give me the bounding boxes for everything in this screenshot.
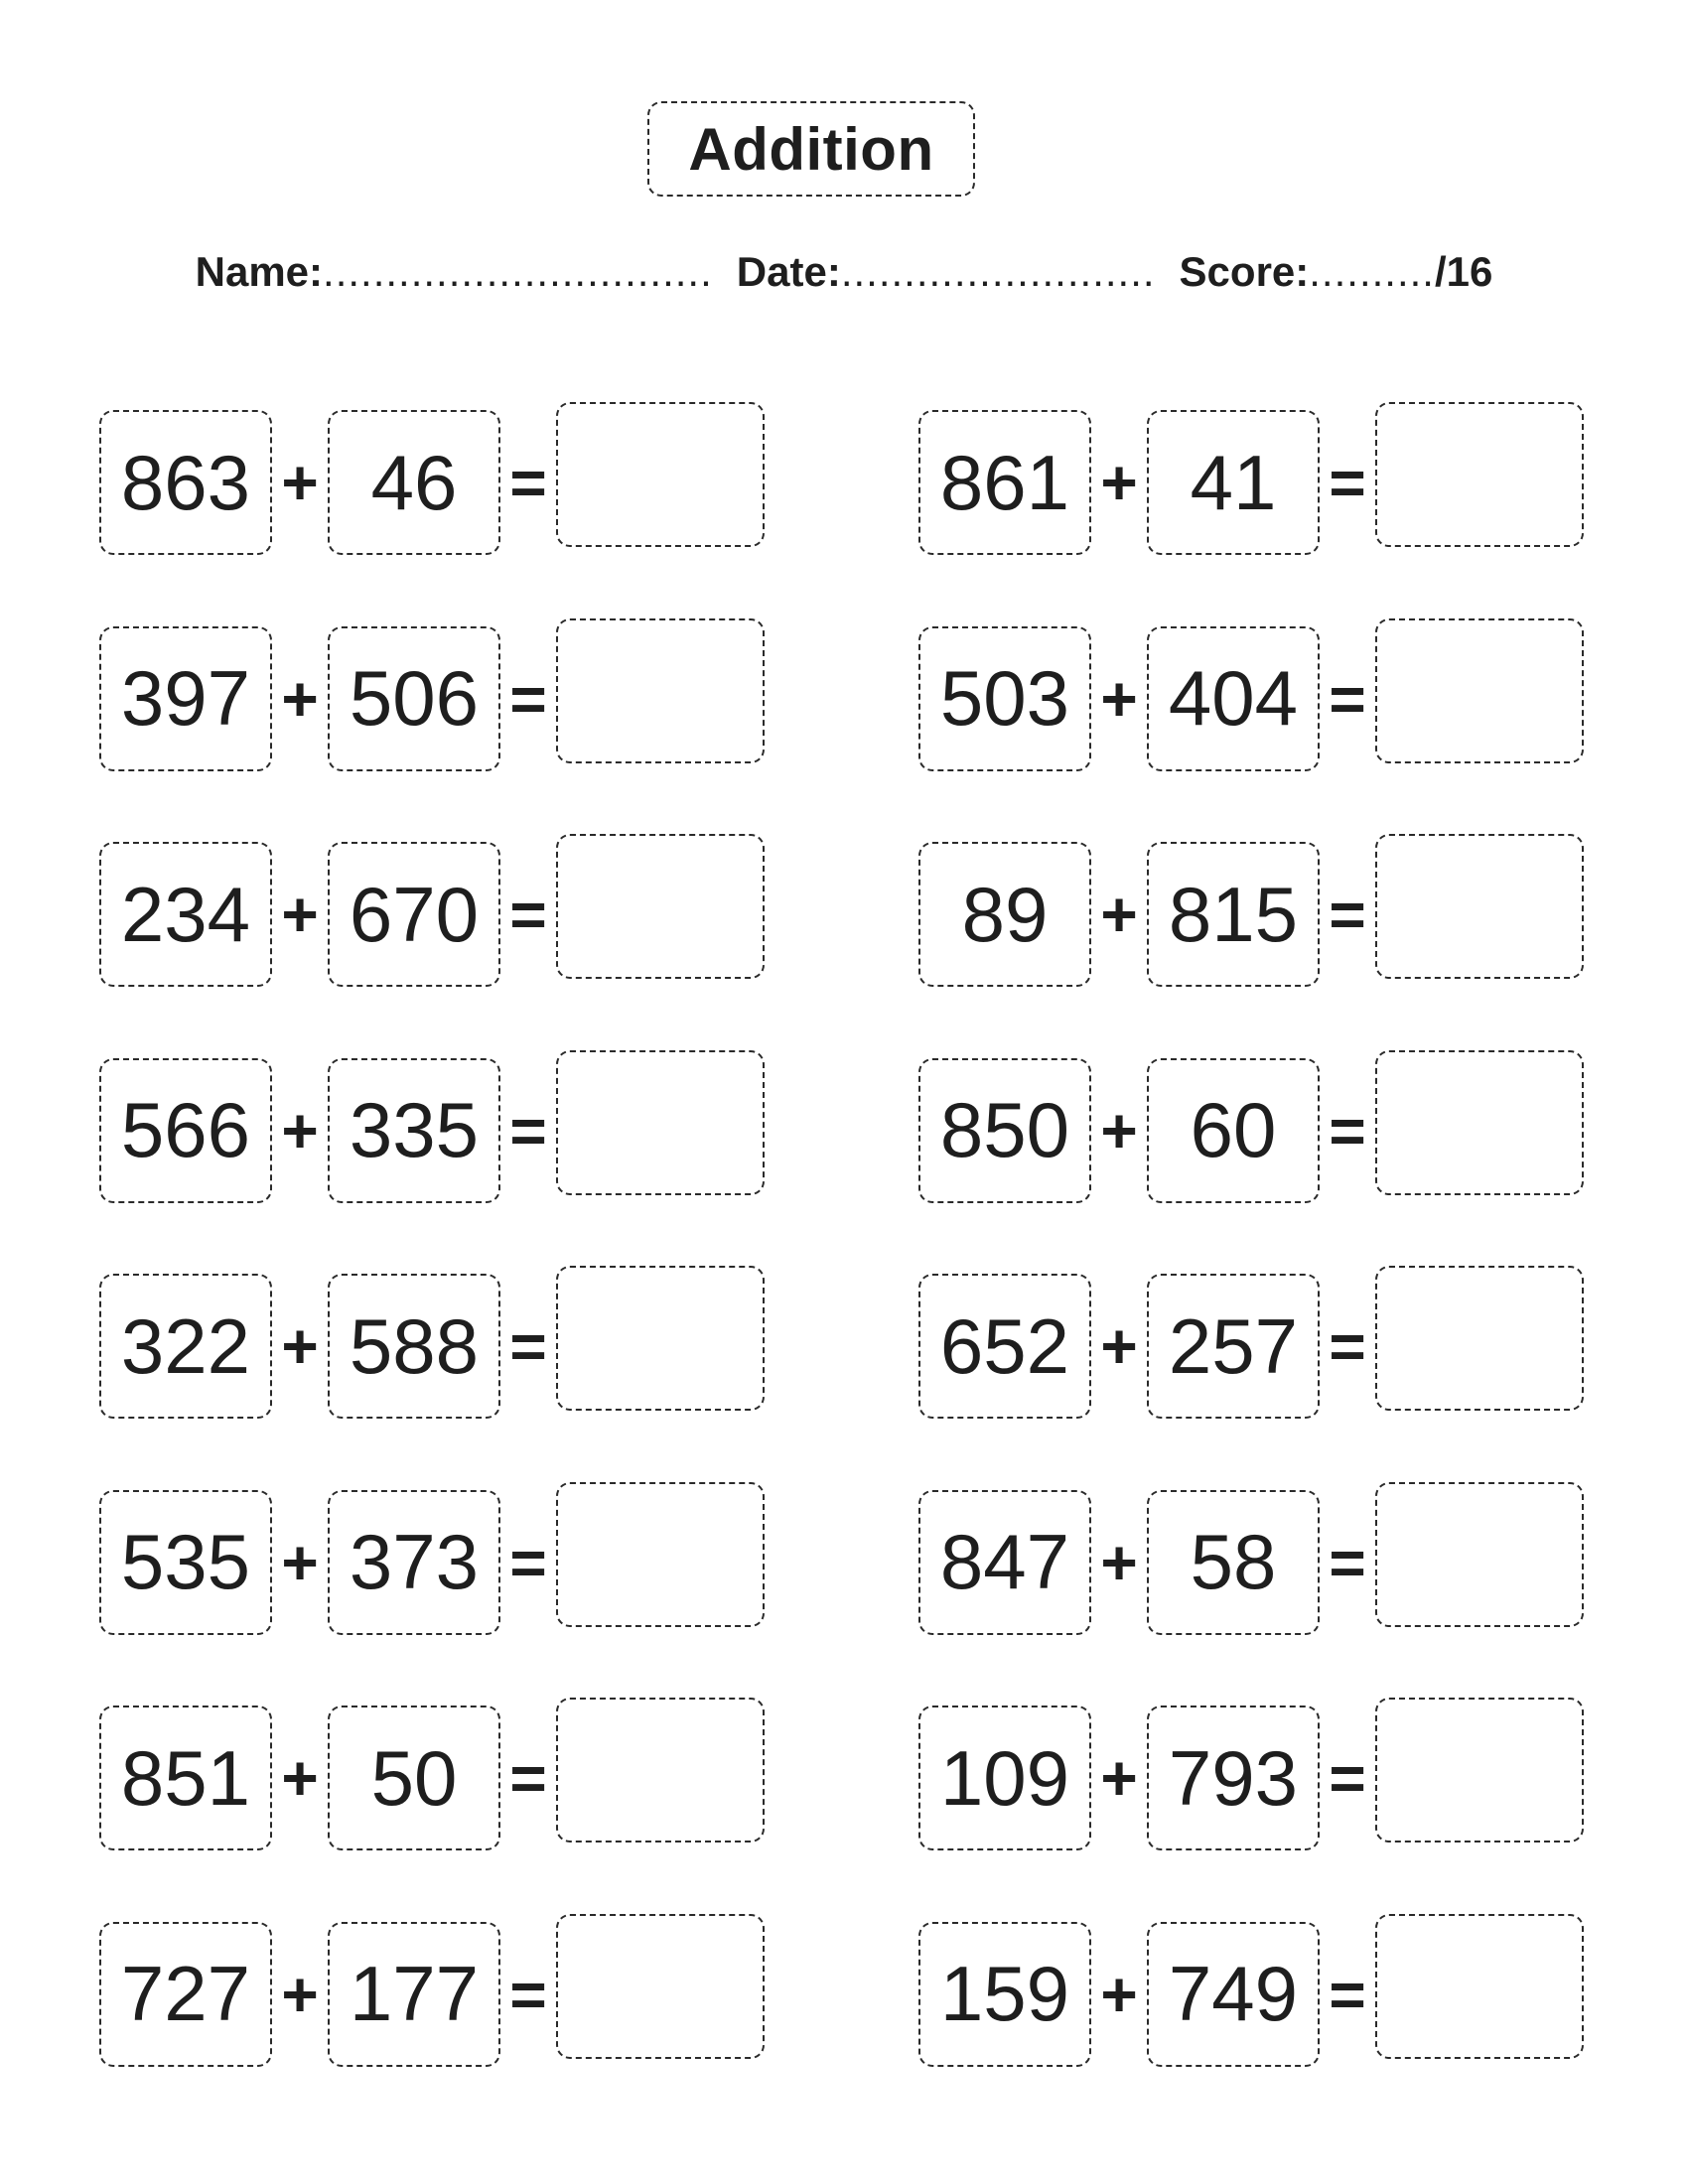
equals-sign: = xyxy=(509,1958,547,2030)
addend-box-first: 503 xyxy=(918,626,1091,771)
answer-box[interactable] xyxy=(1375,1482,1584,1627)
addend-box-second: 41 xyxy=(1147,410,1320,555)
worksheet-title: Addition xyxy=(647,101,975,197)
answer-box[interactable] xyxy=(556,1266,765,1411)
problem-item xyxy=(918,1482,1594,1631)
addend-box-first: 863 xyxy=(99,410,272,555)
answer-box[interactable] xyxy=(556,1482,765,1627)
addend-box-second: 50 xyxy=(328,1706,500,1850)
equals-sign: = xyxy=(1329,1094,1366,1166)
problem-item xyxy=(99,402,774,551)
addend-box-first: 234 xyxy=(99,842,272,987)
problem-item xyxy=(99,834,774,983)
addend-box-first: 159 xyxy=(918,1922,1091,2067)
equals-sign: = xyxy=(1329,1958,1366,2030)
answer-box[interactable] xyxy=(1375,1698,1584,1843)
addend-box-first: 727 xyxy=(99,1922,272,2067)
plus-sign: + xyxy=(281,1742,319,1814)
plus-sign: + xyxy=(1100,1742,1138,1814)
addend-box-second: 815 xyxy=(1147,842,1320,987)
plus-sign: + xyxy=(281,447,319,518)
equals-sign: = xyxy=(1329,879,1366,950)
plus-sign: + xyxy=(1100,447,1138,518)
addend-box-first: 851 xyxy=(99,1706,272,1850)
equals-sign: = xyxy=(509,662,547,735)
answer-box[interactable] xyxy=(556,402,765,547)
problem-item xyxy=(99,1482,774,1631)
score-blank: .......... xyxy=(1309,248,1435,295)
problem-item xyxy=(99,1914,774,2063)
addend-box-second: 177 xyxy=(328,1922,500,2067)
problem-item xyxy=(99,618,774,767)
answer-box[interactable] xyxy=(556,834,765,979)
problem-item xyxy=(99,1266,774,1415)
plus-sign: + xyxy=(1100,879,1138,950)
addend-box-second: 58 xyxy=(1147,1490,1320,1635)
addend-box-second: 335 xyxy=(328,1058,500,1203)
answer-box[interactable] xyxy=(1375,834,1584,979)
addend-box-second: 588 xyxy=(328,1274,500,1419)
problem-item xyxy=(99,1050,774,1199)
addend-box-second: 749 xyxy=(1147,1922,1320,2067)
plus-sign: + xyxy=(1100,1958,1138,2030)
addend-box-first: 847 xyxy=(918,1490,1091,1635)
plus-sign: + xyxy=(1100,662,1138,735)
answer-box[interactable] xyxy=(556,618,765,763)
equals-sign: = xyxy=(1329,1310,1366,1382)
addend-box-second: 60 xyxy=(1147,1058,1320,1203)
answer-box[interactable] xyxy=(1375,1914,1584,2059)
equals-sign: = xyxy=(509,879,547,950)
equals-sign: = xyxy=(1329,1742,1366,1814)
addend-box-first: 566 xyxy=(99,1058,272,1203)
plus-sign: + xyxy=(1100,1526,1138,1598)
problem-item xyxy=(918,834,1594,983)
addend-box-first: 89 xyxy=(918,842,1091,987)
addend-box-second: 46 xyxy=(328,410,500,555)
problem-item xyxy=(918,1266,1594,1415)
addend-box-first: 861 xyxy=(918,410,1091,555)
addend-box-second: 793 xyxy=(1147,1706,1320,1850)
problem-item xyxy=(99,1698,774,1846)
addend-box-first: 535 xyxy=(99,1490,272,1635)
plus-sign: + xyxy=(281,879,319,950)
answer-box[interactable] xyxy=(1375,618,1584,763)
equals-sign: = xyxy=(1329,662,1366,735)
answer-box[interactable] xyxy=(1375,1266,1584,1411)
problem-item xyxy=(918,618,1594,767)
addend-box-first: 652 xyxy=(918,1274,1091,1419)
plus-sign: + xyxy=(281,662,319,735)
problem-item xyxy=(918,1698,1594,1846)
equals-sign: = xyxy=(1329,1526,1366,1598)
plus-sign: + xyxy=(281,1310,319,1382)
score-total: /16 xyxy=(1434,248,1493,295)
name-blank: ............................... xyxy=(323,248,713,295)
addend-box-first: 109 xyxy=(918,1706,1091,1850)
answer-box[interactable] xyxy=(556,1698,765,1843)
plus-sign: + xyxy=(281,1526,319,1598)
problem-item xyxy=(918,1914,1594,2063)
answer-box[interactable] xyxy=(556,1914,765,2059)
problem-item xyxy=(918,402,1594,551)
answer-box[interactable] xyxy=(1375,1050,1584,1195)
score-label: Score: xyxy=(1179,248,1310,295)
addend-box-first: 322 xyxy=(99,1274,272,1419)
plus-sign: + xyxy=(281,1958,319,2030)
equals-sign: = xyxy=(509,1094,547,1166)
addend-box-second: 257 xyxy=(1147,1274,1320,1419)
equals-sign: = xyxy=(509,447,547,518)
addend-box-second: 506 xyxy=(328,626,500,771)
date-label: Date: xyxy=(736,248,841,295)
equals-sign: = xyxy=(509,1526,547,1598)
addend-box-first: 850 xyxy=(918,1058,1091,1203)
addend-box-second: 404 xyxy=(1147,626,1320,771)
date-blank: ......................... xyxy=(840,248,1156,295)
answer-box[interactable] xyxy=(1375,402,1584,547)
plus-sign: + xyxy=(281,1094,319,1166)
addend-box-second: 373 xyxy=(328,1490,500,1635)
name-label: Name: xyxy=(195,248,324,295)
plus-sign: + xyxy=(1100,1094,1138,1166)
equals-sign: = xyxy=(509,1310,547,1382)
plus-sign: + xyxy=(1100,1310,1138,1382)
problem-item xyxy=(918,1050,1594,1199)
answer-box[interactable] xyxy=(556,1050,765,1195)
addend-box-second: 670 xyxy=(328,842,500,987)
equals-sign: = xyxy=(509,1742,547,1814)
addend-box-first: 397 xyxy=(99,626,272,771)
equals-sign: = xyxy=(1329,447,1366,518)
